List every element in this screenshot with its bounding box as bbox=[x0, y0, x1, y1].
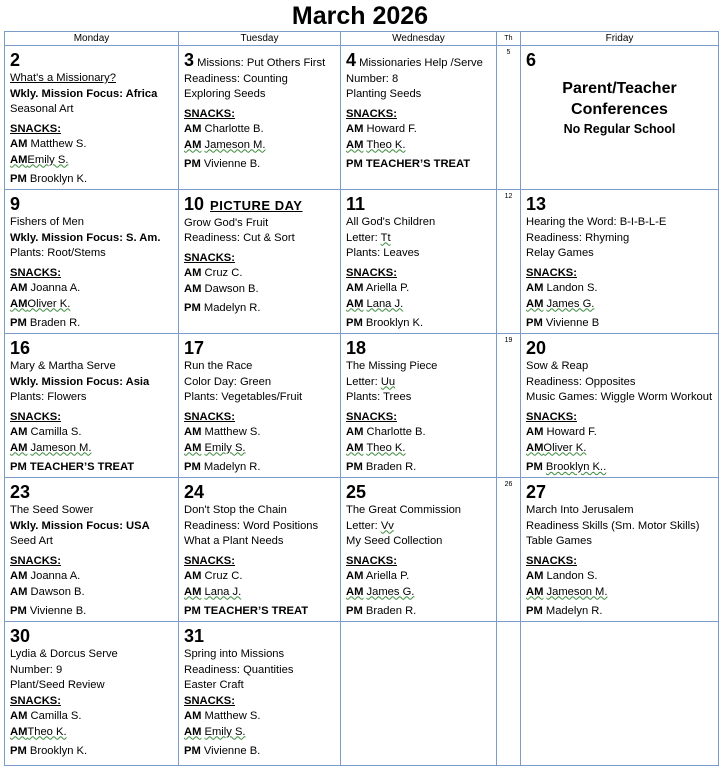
activity: Table Games bbox=[526, 535, 592, 547]
calendar-grid bbox=[4, 31, 719, 766]
letter-focus: Letter: Vv bbox=[346, 519, 394, 532]
empty-cell bbox=[521, 622, 719, 766]
number-focus: Number: 8 bbox=[346, 72, 399, 85]
snacks-label: SNACKS: bbox=[184, 251, 235, 264]
snack-am-2: AM James G. bbox=[526, 297, 595, 310]
day-cell-4 bbox=[341, 46, 497, 190]
snack-pm: PM Braden R. bbox=[346, 461, 417, 473]
snack-pm: PM Madelyn R. bbox=[526, 605, 603, 617]
activity: Music Games: Wiggle Worm Workout bbox=[526, 391, 713, 403]
activity: My Seed Collection bbox=[346, 535, 443, 547]
header-friday: Friday bbox=[521, 32, 719, 46]
number-focus: Number: 9 bbox=[10, 663, 63, 676]
lesson-title: Lydia & Dorcus Serve bbox=[10, 648, 118, 660]
snack-am-1: AM Charlotte B. bbox=[346, 426, 426, 438]
snack-am-2: AM Jameson M. bbox=[526, 585, 608, 598]
day-number: 30 bbox=[10, 626, 31, 646]
day-cell-24 bbox=[179, 478, 341, 622]
activity: Plants: Root/Stems bbox=[10, 247, 106, 259]
snack-am-1: AM Matthew S. bbox=[10, 138, 87, 150]
day-number: 20 bbox=[526, 338, 547, 358]
mission-focus: Wkly. Mission Focus: Africa bbox=[10, 87, 158, 100]
activity: Exploring Seeds bbox=[184, 88, 266, 100]
snack-pm: PM Brooklyn K. bbox=[10, 173, 88, 185]
snack-am-2: AM Dawson B. bbox=[184, 282, 259, 295]
lesson-title: The Missing Piece bbox=[346, 360, 438, 372]
thursday-cell-26: 26 bbox=[497, 478, 521, 622]
snacks-label: SNACKS: bbox=[526, 410, 577, 423]
snacks-label: SNACKS: bbox=[346, 266, 397, 279]
snack-am-1: AM Howard F. bbox=[346, 123, 417, 135]
lesson-title: Don't Stop the Chain bbox=[184, 504, 287, 516]
readiness: Readiness: Word Positions bbox=[184, 519, 319, 532]
snack-pm: PM Madelyn R. bbox=[184, 461, 261, 473]
activity: Easter Craft bbox=[184, 679, 244, 691]
snacks-label: SNACKS: bbox=[10, 554, 61, 567]
day-number: 17 bbox=[184, 338, 205, 358]
day-number: 23 bbox=[10, 482, 31, 502]
day-cell-23 bbox=[5, 478, 179, 622]
snacks-label: SNACKS: bbox=[10, 694, 61, 707]
snacks-label: SNACKS: bbox=[184, 694, 235, 707]
picture-day-label: PICTURE DAY bbox=[210, 198, 303, 213]
header-monday: Monday bbox=[5, 32, 179, 46]
day-cell-30 bbox=[5, 622, 179, 766]
empty-cell bbox=[497, 622, 521, 766]
snack-pm: PM Vivienne B. bbox=[184, 745, 261, 757]
day-cell-25 bbox=[341, 478, 497, 622]
snacks-label: SNACKS: bbox=[346, 410, 397, 423]
thursday-cell-12: 12 bbox=[497, 190, 521, 334]
day-cell-31 bbox=[179, 622, 341, 766]
day-number: 31 bbox=[184, 626, 205, 646]
letter-focus: Letter: Uu bbox=[346, 375, 396, 388]
snack-am-2: AMTheo K. bbox=[10, 725, 67, 738]
day-number: 11 bbox=[346, 194, 366, 214]
snacks-label: SNACKS: bbox=[184, 410, 235, 423]
snack-am-2: AM Lana J. bbox=[184, 585, 242, 598]
lesson-title: What's a Missionary? bbox=[10, 72, 116, 84]
lesson-title: Run the Race bbox=[184, 360, 253, 372]
mission-focus: Wkly. Mission Focus: USA bbox=[10, 519, 150, 532]
activity: Plants: Vegetables/Fruit bbox=[184, 391, 303, 403]
day-number: 25 bbox=[346, 482, 367, 502]
snack-am-1: AM Landon S. bbox=[526, 282, 598, 294]
day-number: 18 bbox=[346, 338, 367, 358]
lesson-title: Fishers of Men bbox=[10, 216, 84, 228]
lesson-title: Spring into Missions bbox=[184, 648, 285, 660]
snacks-label: SNACKS: bbox=[184, 107, 235, 120]
snacks-label: SNACKS: bbox=[184, 554, 235, 567]
snack-pm: PM TEACHER’S TREAT bbox=[346, 158, 471, 170]
snack-am-2: AM Dawson B. bbox=[10, 585, 85, 598]
lesson-title: Hearing the Word: B-I-B-L-E bbox=[526, 216, 667, 228]
lesson-title: March Into Jerusalem bbox=[526, 504, 634, 516]
activity: Plants: Trees bbox=[346, 391, 412, 403]
thursday-cell-5: 5 bbox=[497, 46, 521, 190]
activity: Plant/Seed Review bbox=[10, 679, 105, 691]
day-number: 13 bbox=[526, 194, 547, 214]
snacks-label: SNACKS: bbox=[10, 122, 61, 135]
snack-am-1: AM Ariella P. bbox=[346, 570, 410, 582]
snack-am-2: AM Jameson M. bbox=[184, 138, 266, 151]
snack-pm: PM Braden R. bbox=[10, 317, 81, 329]
snack-pm: PM Vivienne B. bbox=[184, 158, 261, 170]
snack-pm: PM TEACHER’S TREAT bbox=[10, 461, 135, 473]
snack-pm: PM Vivienne B. bbox=[10, 605, 87, 617]
day-number: 16 bbox=[10, 338, 31, 358]
day-cell-11 bbox=[341, 190, 497, 334]
day-cell-20 bbox=[521, 334, 719, 478]
snack-pm: PM Brooklyn K.. bbox=[526, 461, 607, 473]
snacks-label: SNACKS: bbox=[346, 107, 397, 120]
activity: Relay Games bbox=[526, 247, 594, 259]
lesson-title: Sow & Reap bbox=[526, 360, 589, 372]
snack-am-2: AM Jameson M. bbox=[10, 441, 92, 454]
day-number: 9 bbox=[10, 194, 21, 214]
activity: Plants: Leaves bbox=[346, 247, 420, 259]
lesson-title: The Great Commission bbox=[346, 504, 462, 516]
lesson-title: Mary & Martha Serve bbox=[10, 360, 116, 372]
snack-am-1: AM Camilla S. bbox=[10, 710, 82, 722]
snack-pm: PM Vivienne B bbox=[526, 317, 600, 329]
snack-am-2: AM James G. bbox=[346, 585, 415, 598]
snacks-label: SNACKS: bbox=[10, 410, 61, 423]
day-cell-3 bbox=[179, 46, 341, 190]
activity: What a Plant Needs bbox=[184, 535, 284, 547]
day-cell-13 bbox=[521, 190, 719, 334]
snack-am-1: AM Matthew S. bbox=[184, 426, 261, 438]
day-number: 4 bbox=[346, 50, 357, 70]
calendar-title: March 2026 bbox=[291, 2, 429, 30]
snack-am-1: AM Cruz C. bbox=[184, 570, 243, 582]
snack-pm: PM Brooklyn K. bbox=[346, 317, 424, 329]
mission-focus: Wkly. Mission Focus: S. Am. bbox=[10, 231, 161, 244]
day-cell-6 bbox=[521, 46, 719, 190]
header-thursday: Th bbox=[497, 32, 521, 46]
readiness: Readiness: Cut & Sort bbox=[184, 232, 295, 244]
letter-focus: Letter: Tt bbox=[346, 231, 391, 244]
snack-pm: PM Brooklyn K. bbox=[10, 745, 88, 757]
snack-am-1: AM Landon S. bbox=[526, 570, 598, 582]
day-cell-10 bbox=[179, 190, 341, 334]
snack-am-1: AM Cruz C. bbox=[184, 267, 243, 279]
empty-cell bbox=[341, 622, 497, 766]
snacks-label: SNACKS: bbox=[10, 266, 61, 279]
day-number: 6 bbox=[526, 50, 537, 70]
snacks-label: SNACKS: bbox=[346, 554, 397, 567]
snack-am-1: AM Camilla S. bbox=[10, 426, 82, 438]
lesson-title: All God's Children bbox=[346, 216, 436, 228]
activity: Seasonal Art bbox=[10, 103, 74, 115]
mission-focus: Wkly. Mission Focus: Asia bbox=[10, 375, 150, 388]
lesson-title: Missions: Put Others First bbox=[197, 57, 326, 69]
day-number: 3 bbox=[184, 50, 195, 70]
day-number: 27 bbox=[526, 482, 547, 502]
snack-am-2: AM Theo K. bbox=[346, 441, 406, 454]
snack-am-2: AM Lana J. bbox=[346, 297, 404, 310]
activity: Plants: Flowers bbox=[10, 391, 87, 403]
readiness: Readiness: Counting bbox=[184, 72, 288, 85]
snack-am-2: AMEmily S. bbox=[10, 153, 69, 166]
snack-am-1: AM Howard F. bbox=[526, 426, 597, 438]
thursday-cell-19: 19 bbox=[497, 334, 521, 478]
snack-am-2: AM Emily S. bbox=[184, 725, 246, 738]
readiness: Readiness Skills (Sm. Motor Skills) bbox=[526, 519, 700, 532]
snack-pm: PM Madelyn R. bbox=[184, 302, 261, 314]
snack-pm: PM Braden R. bbox=[346, 605, 417, 617]
header-wednesday: Wednesday bbox=[341, 32, 497, 46]
day-number: 2 bbox=[10, 50, 21, 70]
snack-am-1: AM Charlotte B. bbox=[184, 123, 264, 135]
snack-am-2: AMOliver K. bbox=[526, 441, 587, 454]
snack-am-2: AM Theo K. bbox=[346, 138, 406, 151]
snack-pm: PM TEACHER’S TREAT bbox=[184, 605, 309, 617]
day-number: 24 bbox=[184, 482, 205, 502]
snack-am-1: AM Joanna A. bbox=[10, 570, 81, 582]
readiness: Readiness: Opposites bbox=[526, 375, 636, 388]
day-number: 10 bbox=[184, 194, 205, 214]
day-cell-18 bbox=[341, 334, 497, 478]
snack-am-2: AM Emily S. bbox=[184, 441, 246, 454]
readiness: Readiness: Rhyming bbox=[526, 231, 630, 244]
lesson-title: The Seed Sower bbox=[10, 504, 94, 516]
day-cell-27 bbox=[521, 478, 719, 622]
day-cell-2 bbox=[5, 46, 179, 190]
snack-am-2: AMOliver K. bbox=[10, 297, 71, 310]
color-day: Color Day: Green bbox=[184, 375, 272, 388]
weekday-header-row bbox=[5, 32, 719, 46]
snack-am-1: AM Ariella P. bbox=[346, 282, 410, 294]
day-cell-9 bbox=[5, 190, 179, 334]
snack-am-1: AM Matthew S. bbox=[184, 710, 261, 722]
header-tuesday: Tuesday bbox=[179, 32, 341, 46]
day-cell-17 bbox=[179, 334, 341, 478]
lesson-title: Missionaries Help /Serve bbox=[359, 57, 483, 69]
readiness: Readiness: Quantities bbox=[184, 663, 294, 676]
activity: Planting Seeds bbox=[346, 88, 422, 100]
conference-notice: Parent/Teacher Conferences No Regular School bbox=[562, 80, 677, 136]
lesson-title: Grow God's Fruit bbox=[184, 216, 269, 229]
snacks-label: SNACKS: bbox=[526, 266, 577, 279]
activity: Seed Art bbox=[10, 535, 53, 547]
snacks-label: SNACKS: bbox=[526, 554, 577, 567]
day-cell-16 bbox=[5, 334, 179, 478]
snack-am-1: AM Joanna A. bbox=[10, 282, 81, 294]
